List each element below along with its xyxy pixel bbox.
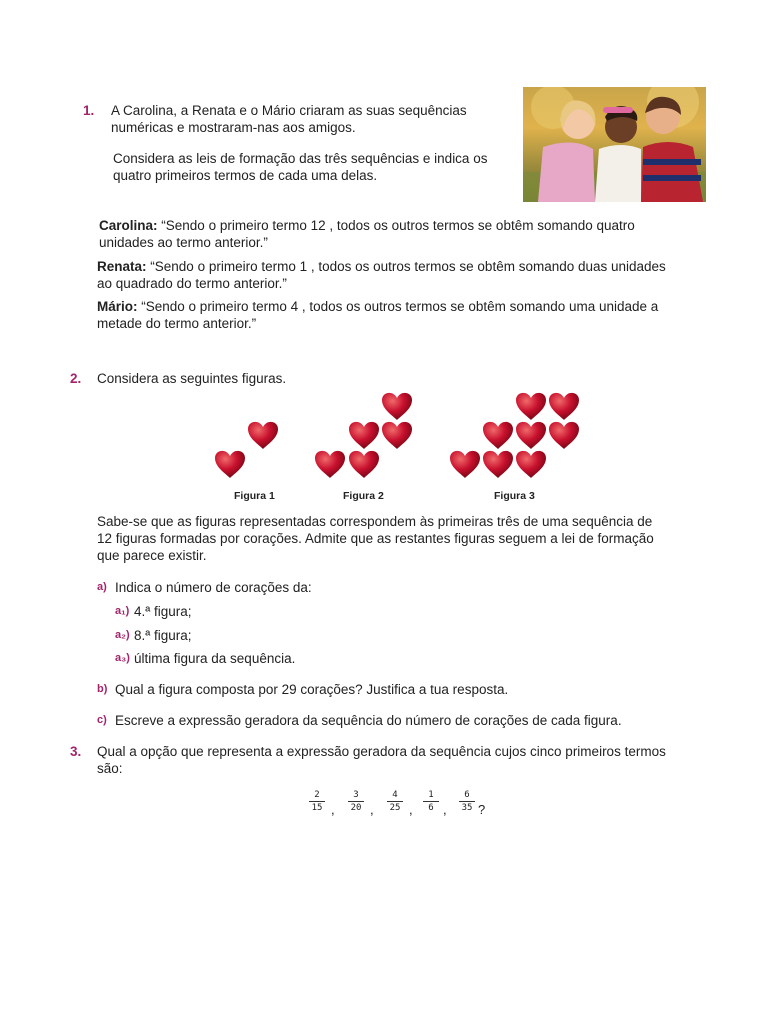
fraction-1-denominator: 15 (311, 803, 323, 813)
q2a1-text: 4.ª figura; (134, 604, 192, 619)
heart-icon (315, 451, 345, 478)
q2b-label: b) (97, 683, 108, 695)
fraction-4-numerator: 1 (423, 790, 439, 802)
q3-line1: Qual a opção que representa a expressão geradora da sequência cujos cinco primeiros termos (97, 744, 666, 759)
fraction-3 (387, 790, 403, 813)
q2-desc-line3: que parece existir. (97, 548, 207, 563)
question-mark: ? (478, 802, 486, 817)
heart-icon (248, 422, 278, 449)
fraction-5-denominator: 35 (461, 803, 473, 813)
q2-intro: Considera as seguintes figuras. (97, 371, 287, 386)
heart-icon (483, 451, 513, 478)
fraction-3-denominator: 25 (389, 803, 401, 813)
mario-rule-text: “Sendo o primeiro termo 4 , todos os outros termos se obtêm somando uma unidade a (141, 299, 659, 314)
fraction-5 (459, 790, 475, 813)
mario-rule-line2: metade do termo anterior.” (97, 316, 257, 331)
carolina-rule-text: “Sendo o primeiro termo 12 , todos os outros termos se obtêm somando quatro (161, 218, 635, 233)
q2-desc-line2: 12 figuras formadas por corações. Admite que as restantes figuras seguem a lei de formação (97, 531, 654, 546)
separator: , (443, 802, 447, 817)
q2c-label: c) (97, 714, 107, 726)
figure-1-hearts (215, 422, 278, 478)
q1-task-line1: Considera as leis de formação das três sequências e indica os (113, 151, 488, 166)
carolina-rule-line1 (99, 217, 635, 234)
figure-2-label: Figura 2 (343, 490, 384, 502)
question-2-number: 2. (70, 371, 82, 386)
q2c-text: Escreve a expressão geradora da sequência do número de corações de cada figura. (115, 713, 622, 728)
figure-2-hearts (315, 393, 412, 478)
mario-rule-line1 (97, 298, 658, 315)
figure-3-hearts (450, 393, 579, 478)
renata-name: Renata: (97, 259, 147, 274)
children-illustration (523, 87, 706, 202)
q2-desc-line1: Sabe-se que as figuras representadas correspondem às primeiras três de uma sequência de (97, 514, 653, 529)
fraction-1 (309, 790, 325, 813)
separator: , (370, 802, 374, 817)
fraction-4-denominator: 6 (428, 803, 434, 813)
heart-icon (516, 451, 546, 478)
q2a3-label: a₃) (115, 652, 130, 664)
heart-icon (382, 393, 412, 420)
fraction-2-numerator: 3 (348, 790, 364, 802)
q1-intro-line1: A Carolina, a Renata e o Mário criaram as suas sequências (111, 103, 467, 118)
heart-icon (549, 422, 579, 449)
carolina-rule-line2: unidades ao termo anterior.” (99, 235, 268, 250)
q2a1-label: a₁) (115, 605, 130, 617)
q2b-text: Qual a figura composta por 29 corações? Justifica a tua resposta. (115, 682, 509, 697)
hearts-figures (200, 388, 600, 483)
q1-task-line2: quatro primeiros termos de cada uma delas. (113, 168, 378, 183)
heart-icon (382, 422, 412, 449)
q3-line2: são: (97, 761, 123, 776)
heart-icon (516, 422, 546, 449)
heart-icon (549, 393, 579, 420)
heart-icon (516, 393, 546, 420)
fraction-5-numerator: 6 (459, 790, 475, 802)
heart-icon (349, 451, 379, 478)
renata-rule-line2: ao quadrado do termo anterior.” (97, 276, 287, 291)
heart-icon (349, 422, 379, 449)
heart-icon (215, 451, 245, 478)
fraction-2 (348, 790, 364, 813)
separator: , (331, 802, 335, 817)
mario-name: Mário: (97, 299, 138, 314)
question-3-number: 3. (70, 744, 82, 759)
heart-icon (450, 451, 480, 478)
q2a2-text: 8.ª figura; (134, 628, 192, 643)
carolina-name: Carolina: (99, 218, 158, 233)
q2a3-text: última figura da sequência. (134, 651, 296, 666)
renata-rule-text: “Sendo o primeiro termo 1 , todos os outros termos se obtêm somando duas unidades (150, 259, 666, 274)
fraction-4 (423, 790, 439, 813)
renata-rule-line1 (97, 258, 666, 275)
q1-intro-line2: numéricas e mostraram-nas aos amigos. (111, 120, 356, 135)
q2a2-label: a₂) (115, 629, 130, 641)
heart-icon (483, 422, 513, 449)
q2a-label: a) (97, 581, 107, 593)
children-photo (523, 87, 706, 202)
question-1-number: 1. (83, 103, 95, 118)
fraction-1-numerator: 2 (309, 790, 325, 802)
separator: , (409, 802, 413, 817)
fraction-3-numerator: 4 (387, 790, 403, 802)
fraction-2-denominator: 20 (350, 803, 362, 813)
q2a-text: Indica o número de corações da: (115, 580, 312, 595)
figure-3-label: Figura 3 (494, 490, 535, 502)
figure-1-label: Figura 1 (234, 490, 275, 502)
